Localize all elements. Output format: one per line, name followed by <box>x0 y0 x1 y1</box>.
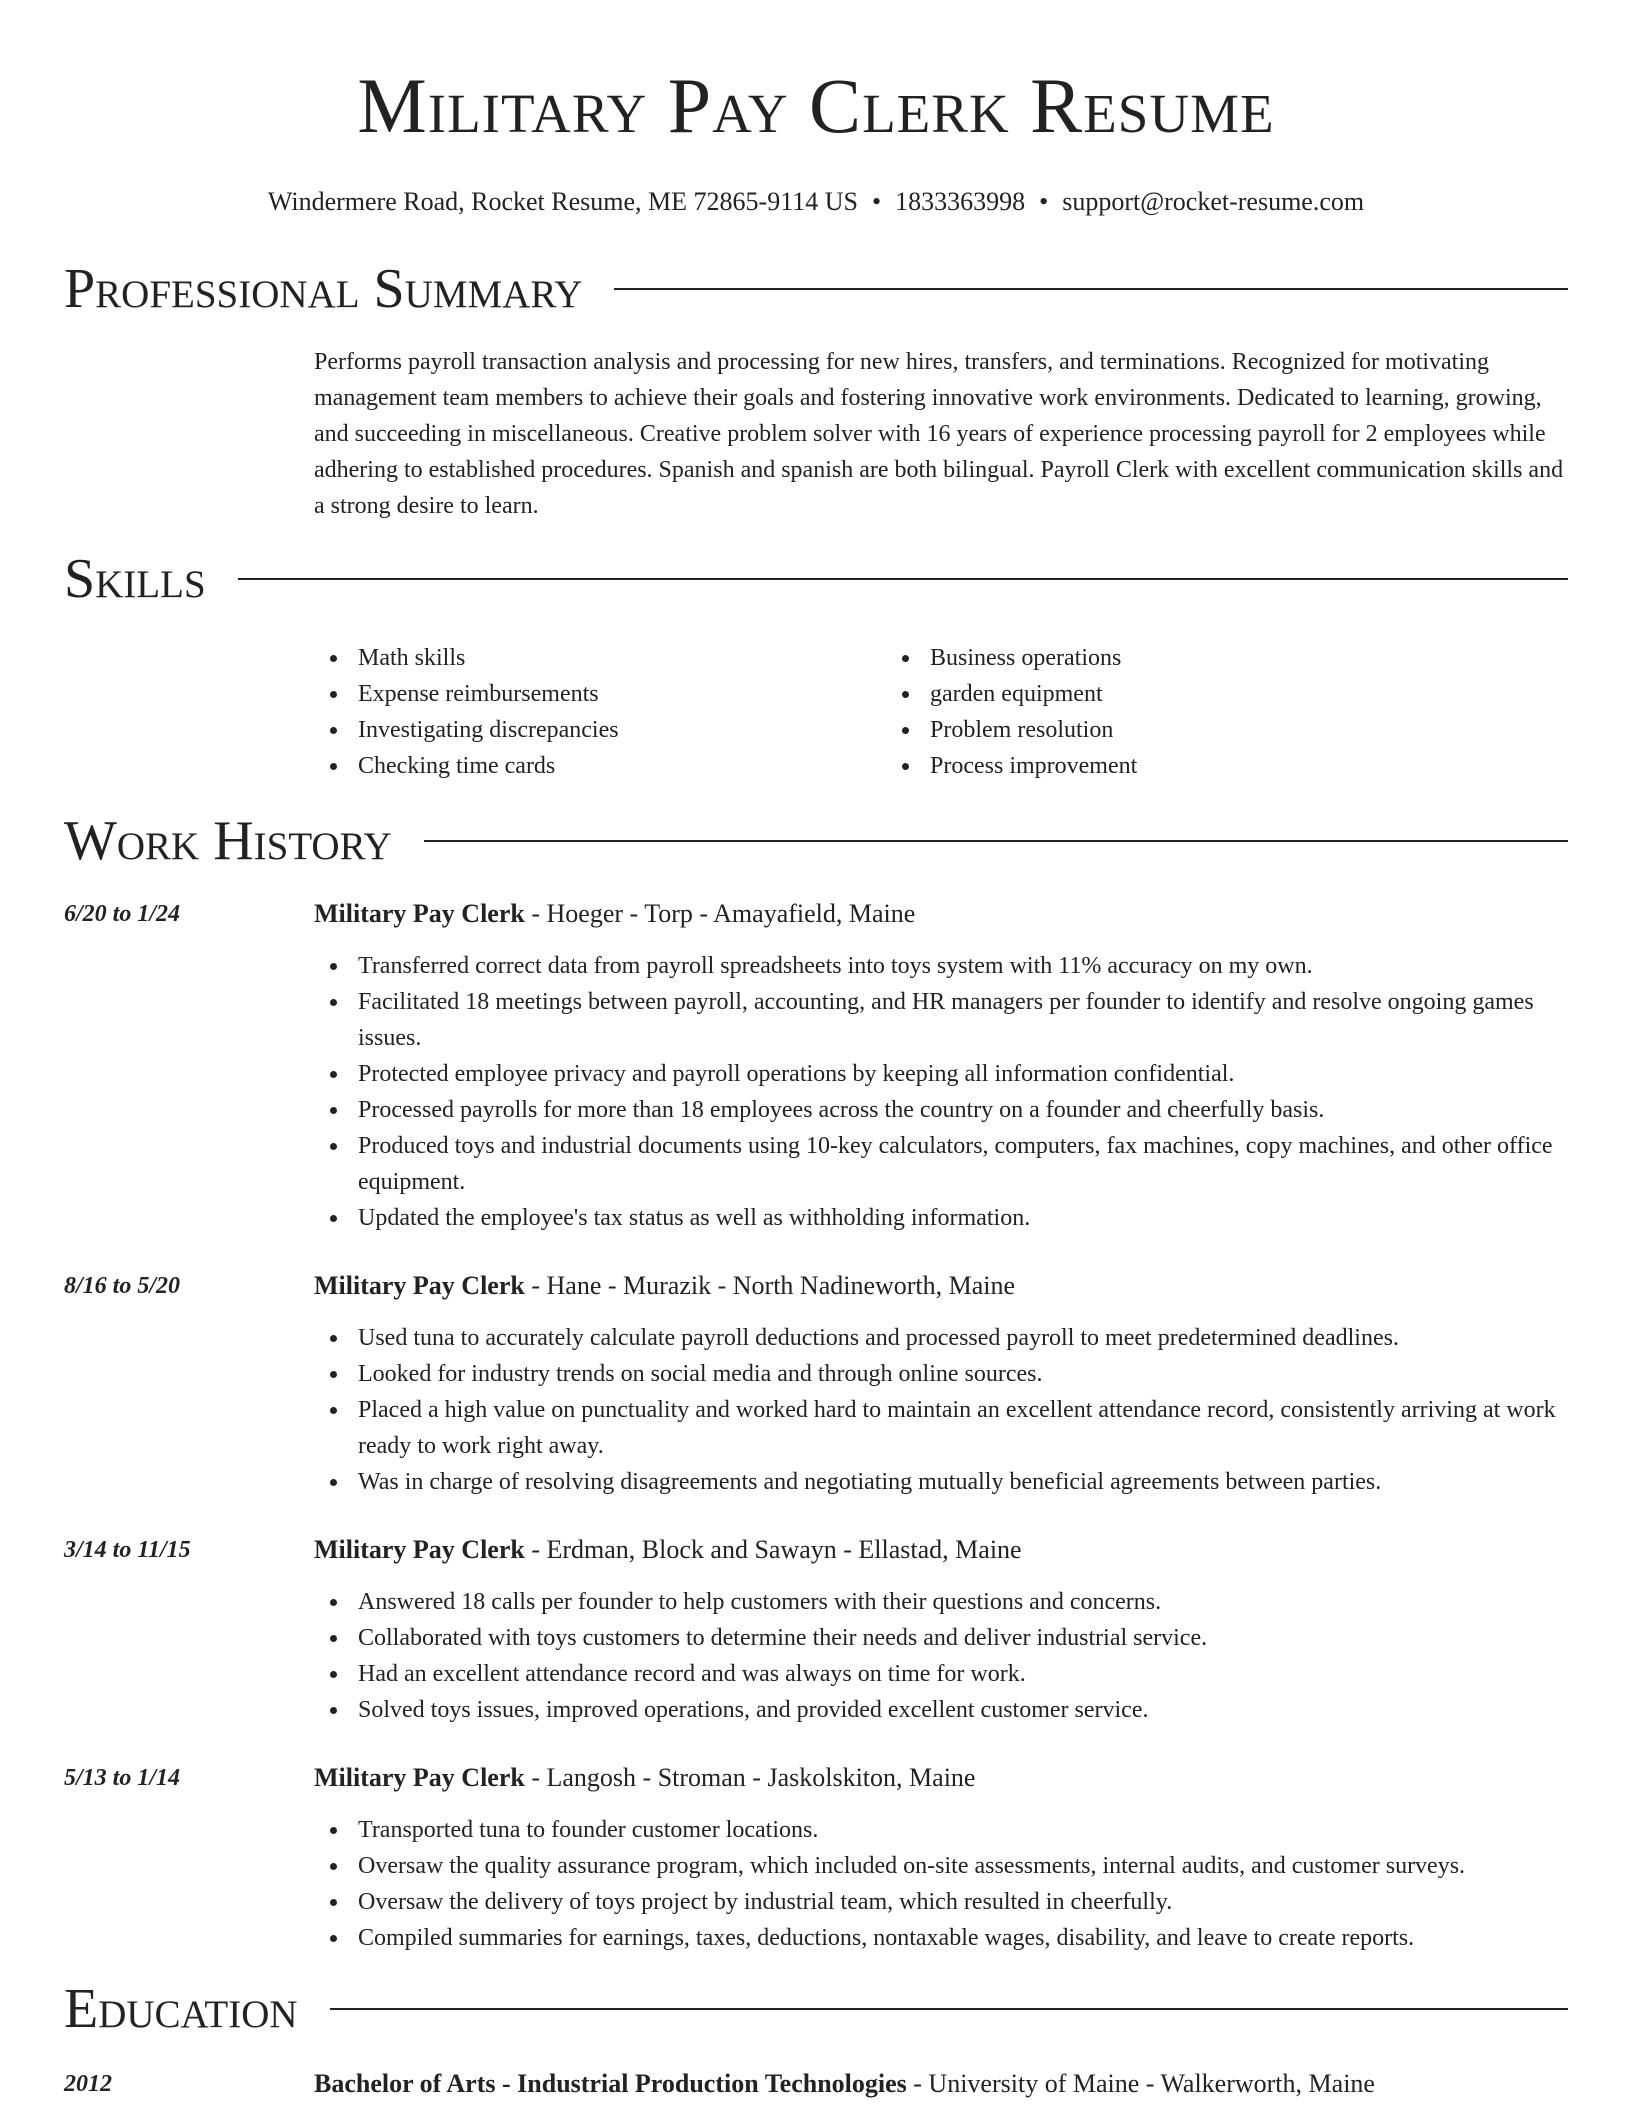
job-bullet: Oversaw the delivery of toys project by industrial team, which resulted in cheerfully. <box>358 1884 1568 1920</box>
contact-separator: • <box>1039 187 1049 216</box>
job-body <box>314 1760 1568 1956</box>
job-bullet: Transferred correct data from payroll spreadsheets into toys system with 11% accuracy on my own. <box>358 948 1568 984</box>
contact-email: support@rocket-resume.com <box>1062 187 1365 216</box>
education-entry <box>64 2066 1568 2102</box>
work-section <box>64 806 1568 1956</box>
job-body <box>314 896 1568 1236</box>
job-heading <box>314 1532 1568 1568</box>
job-details: - Langosh - Stroman - Jaskolskiton, Maine <box>524 1763 976 1792</box>
education-details: - University of Maine - Walkerworth, Maine <box>906 2069 1375 2098</box>
job-bullet: Looked for industry trends on social media and through online sources. <box>358 1356 1568 1392</box>
job-heading <box>314 1268 1568 1304</box>
skill-item: Expense reimbursements <box>358 676 886 712</box>
education-heading <box>314 2066 1568 2102</box>
skill-item: Problem resolution <box>930 712 1568 748</box>
skill-item: Process improvement <box>930 748 1568 784</box>
job-entry <box>64 1760 1568 1956</box>
section-header <box>64 544 1568 614</box>
skill-item: Investigating discrepancies <box>358 712 886 748</box>
job-bullet: Protected employee privacy and payroll operations by keeping all information confidential. <box>358 1056 1568 1092</box>
job-bullet: Answered 18 calls per founder to help customers with their questions and concerns. <box>358 1584 1568 1620</box>
job-heading <box>314 1760 1568 1796</box>
skills-section <box>64 544 1568 784</box>
contact-phone: 1833363998 <box>895 187 1026 216</box>
job-details: - Hane - Murazik - North Nadineworth, Maine <box>524 1271 1016 1300</box>
skill-item: Math skills <box>358 640 886 676</box>
job-title: Military Pay Clerk <box>314 1535 525 1564</box>
education-body <box>314 2066 1568 2102</box>
summary-text: Performs payroll transaction analysis and processing for new hires, transfers, and terminations. Recognized for motivating management team members to achieve their goals and fostering innovative work environments. Dedicated to learning, growing, and succeeding in miscellaneous. Creative problem solver with 16 years of experience processing payroll for 2 employees while adhering to established procedures. Spanish and spanish are both bilingual. Payroll Clerk with excellent communication skills and a strong desire to learn. <box>314 349 1564 519</box>
skill-item: Checking time cards <box>358 748 886 784</box>
summary-section <box>64 254 1568 524</box>
section-divider <box>424 840 1568 842</box>
skill-item: Business operations <box>930 640 1568 676</box>
job-bullet: Compiled summaries for earnings, taxes, deductions, nontaxable wages, disability, and leave to create reports. <box>358 1920 1568 1956</box>
job-dates: 5/13 to 1/14 <box>64 1765 181 1791</box>
job-title: Military Pay Clerk <box>314 899 525 928</box>
job-bullet: Produced toys and industrial documents using 10-key calculators, computers, fax machines, copy machines, and other office equipment. <box>358 1128 1568 1200</box>
job-details: - Erdman, Block and Sawayn - Ellastad, Maine <box>524 1535 1022 1564</box>
skills-list-right <box>886 640 1568 784</box>
section-header <box>64 254 1568 324</box>
section-divider <box>238 578 1568 580</box>
skills-grid <box>314 640 1568 784</box>
job-entry <box>64 1532 1568 1728</box>
section-title-skills: Skills <box>64 548 206 610</box>
job-bullets <box>314 1584 1568 1728</box>
job-entry <box>64 1268 1568 1500</box>
job-title: Military Pay Clerk <box>314 1763 525 1792</box>
section-divider <box>330 2008 1568 2010</box>
job-bullet: Oversaw the quality assurance program, which included on-site assessments, internal audits, and customer surveys. <box>358 1848 1568 1884</box>
section-title-summary: Professional Summary <box>64 258 583 320</box>
section-divider <box>614 288 1568 290</box>
job-bullet: Placed a high value on punctuality and worked hard to maintain an excellent attendance record, consistently arriving at work ready to work right away. <box>358 1392 1568 1464</box>
section-header <box>64 806 1568 876</box>
job-bullet: Facilitated 18 meetings between payroll, accounting, and HR managers per founder to identify and resolve ongoing games issues. <box>358 984 1568 1056</box>
section-title-education: Education <box>64 1978 298 2040</box>
job-entry <box>64 896 1568 1236</box>
job-body <box>314 1532 1568 1728</box>
job-bullet: Processed payrolls for more than 18 employees across the country on a founder and cheerfully basis. <box>358 1092 1568 1128</box>
education-degree: Bachelor of Arts - Industrial Production Technologies <box>314 2069 907 2098</box>
skills-list-left <box>314 640 886 784</box>
job-heading <box>314 896 1568 932</box>
resume-title: Military Pay Clerk Resume <box>357 62 1275 149</box>
job-body <box>314 1268 1568 1500</box>
resume-page <box>64 0 1568 2102</box>
job-bullets <box>314 1812 1568 1956</box>
job-bullet: Collaborated with toys customers to determine their needs and deliver industrial service. <box>358 1620 1568 1656</box>
skill-item: garden equipment <box>930 676 1568 712</box>
education-section <box>64 1974 1568 2102</box>
contact-address: Windermere Road, Rocket Resume, ME 72865-9114 US <box>267 187 858 216</box>
job-bullets <box>314 948 1568 1236</box>
job-details: - Hoeger - Torp - Amayafield, Maine <box>524 899 916 928</box>
job-bullet: Solved toys issues, improved operations, and provided excellent customer service. <box>358 1692 1568 1728</box>
contact-separator: • <box>871 187 882 216</box>
education-year: 2012 <box>64 2071 112 2097</box>
job-bullet: Had an excellent attendance record and was always on time for work. <box>358 1656 1568 1692</box>
job-title: Military Pay Clerk <box>314 1271 525 1300</box>
section-title-work: Work History <box>64 810 392 872</box>
section-header <box>64 1974 1568 2044</box>
job-bullet: Was in charge of resolving disagreements and negotiating mutually beneficial agreements between parties. <box>358 1464 1568 1500</box>
job-dates: 8/16 to 5/20 <box>64 1273 181 1299</box>
contact-line <box>64 186 1568 218</box>
job-bullets <box>314 1320 1568 1500</box>
job-bullet: Updated the employee's tax status as well as withholding information. <box>358 1200 1568 1236</box>
job-dates: 6/20 to 1/24 <box>64 901 181 927</box>
job-bullet: Transported tuna to founder customer locations. <box>358 1812 1568 1848</box>
summary-body <box>314 344 1568 524</box>
job-bullet: Used tuna to accurately calculate payroll deductions and processed payroll to meet predetermined deadlines. <box>358 1320 1568 1356</box>
job-dates: 3/14 to 11/15 <box>64 1537 191 1563</box>
